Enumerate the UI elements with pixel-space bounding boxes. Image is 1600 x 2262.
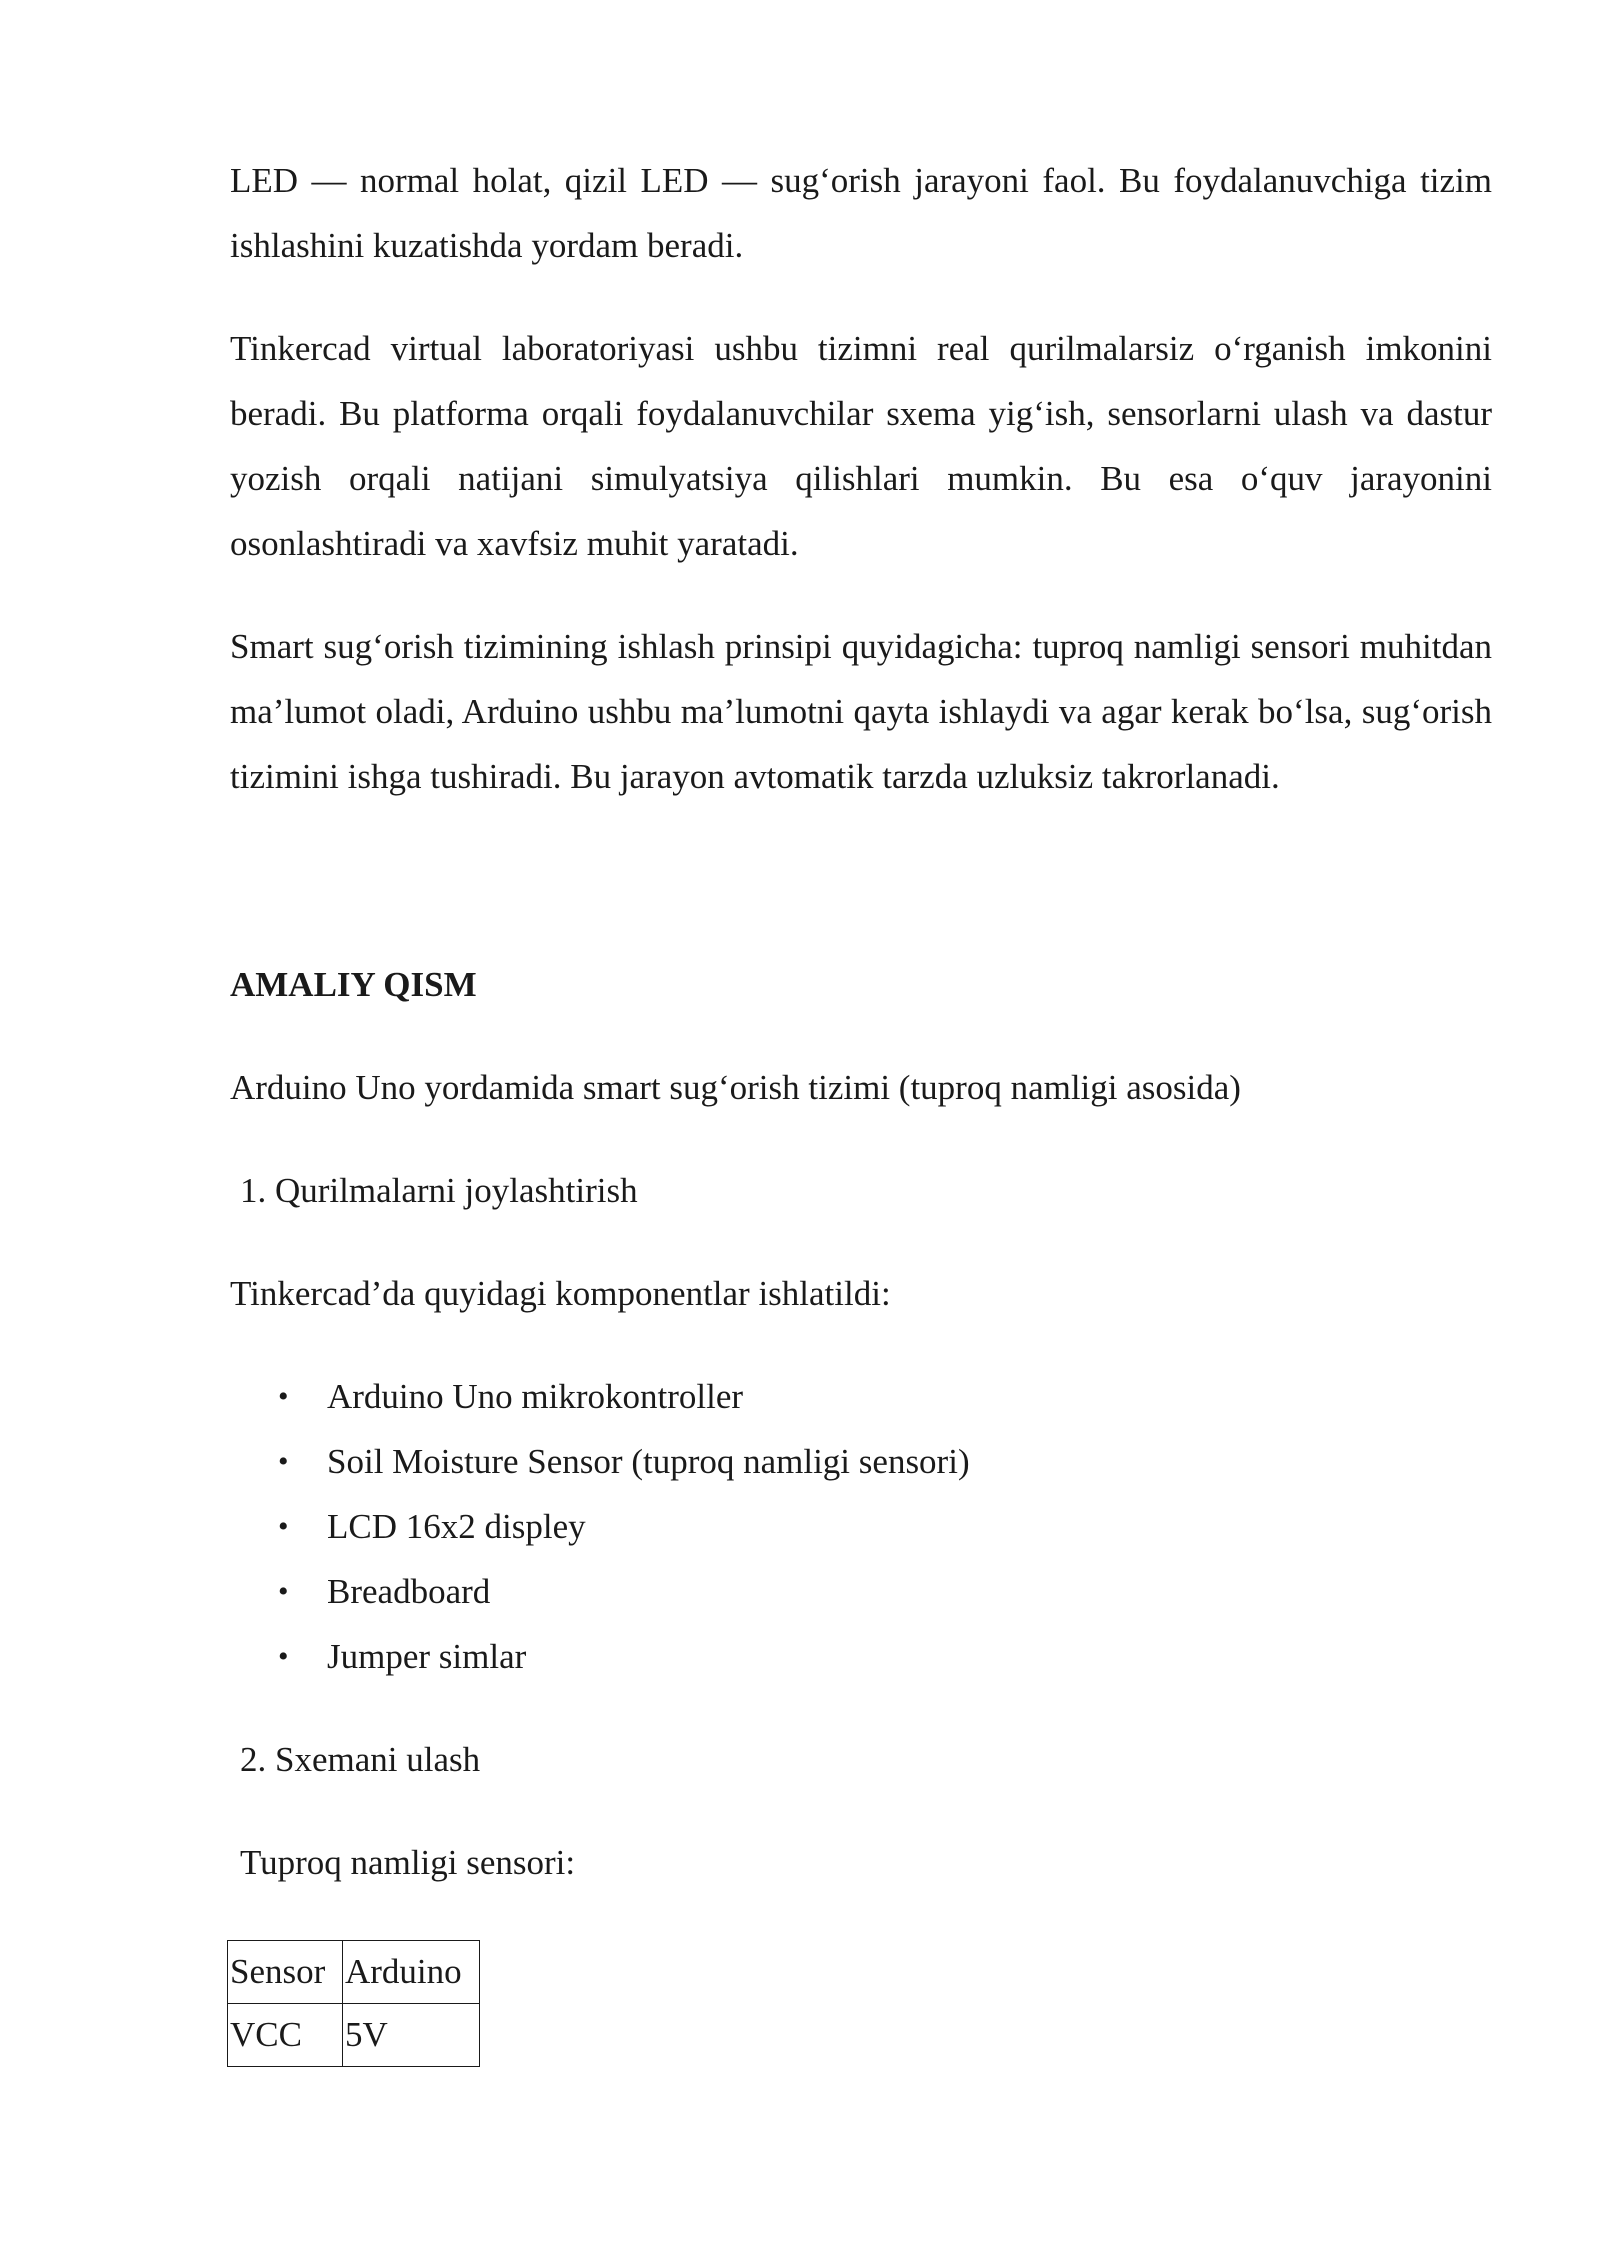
table-cell: VCC [228,2004,343,2067]
table-row [228,2004,480,2067]
section-subtitle: Arduino Uno yordamida smart sug‘orish tizimi (tuproq namligi asosida) [230,1068,1241,1107]
table-header-cell: Sensor [228,1941,343,2004]
bullet-icon: • [278,1510,289,1543]
bullet-icon: • [278,1445,289,1478]
paragraph-led-status: LED — normal holat, qizil LED — sug‘orish jarayoni faol. Bu foydalanuvchiga tizim ishlashini kuzatishda yordam beradi. [230,161,1492,265]
table-header-cell: Arduino [343,1941,480,2004]
list-item [230,1559,1492,1624]
component-label: Breadboard [327,1572,491,1611]
list-item [230,1494,1492,1559]
list-item [230,1429,1492,1494]
component-label: LCD 16x2 displey [327,1507,586,1546]
table-cell: 5V [343,2004,480,2067]
components-intro: Tinkercad’da quyidagi komponentlar ishlatildi: [230,1274,891,1313]
list-item [230,1364,1492,1429]
bullet-icon: • [278,1640,289,1673]
component-label: Jumper simlar [327,1637,527,1676]
list-item [230,1624,1492,1689]
paragraph-working-principle: Smart sug‘orish tizimining ishlash prinsipi quyidagicha: tuproq namligi sensori muhitdan ma’lumot oladi, Arduino ushbu ma’lumotni qayta ishlaydi va agar kerak bo‘lsa, sug‘orish tizimini ishga tushiradi. Bu jarayon avtomatik tarzda uzluksiz takrorlanadi. [230,627,1492,796]
component-label: Soil Moisture Sensor (tuproq namligi sensori) [327,1442,970,1481]
bullet-icon: • [278,1380,289,1413]
components-list [230,1364,1492,1689]
component-label: Arduino Uno mikrokontroller [327,1377,744,1416]
connection-table [227,1940,480,2067]
section-heading: AMALIY QISM [230,965,477,1004]
step-1-title: 1. Qurilmalarni joylashtirish [240,1171,638,1210]
document-page [230,148,1492,2067]
bullet-icon: • [278,1575,289,1608]
paragraph-tinkercad: Tinkercad virtual laboratoriyasi ushbu tizimni real qurilmalarsiz o‘rganish imkonini beradi. Bu platforma orqali foydalanuvchilar sxema yig‘ish, sensorlarni ulash va dastur yozish orqali natijani simulyatsiya qilishlari mumkin. Bu esa o‘quv jarayonini osonlashtiradi va xavfsiz muhit yaratadi. [230,329,1492,563]
sensor-connection-label: Tuproq namligi sensori: [240,1843,576,1882]
table-header-row [228,1941,480,2004]
step-2-title: 2. Sxemani ulash [240,1740,481,1779]
